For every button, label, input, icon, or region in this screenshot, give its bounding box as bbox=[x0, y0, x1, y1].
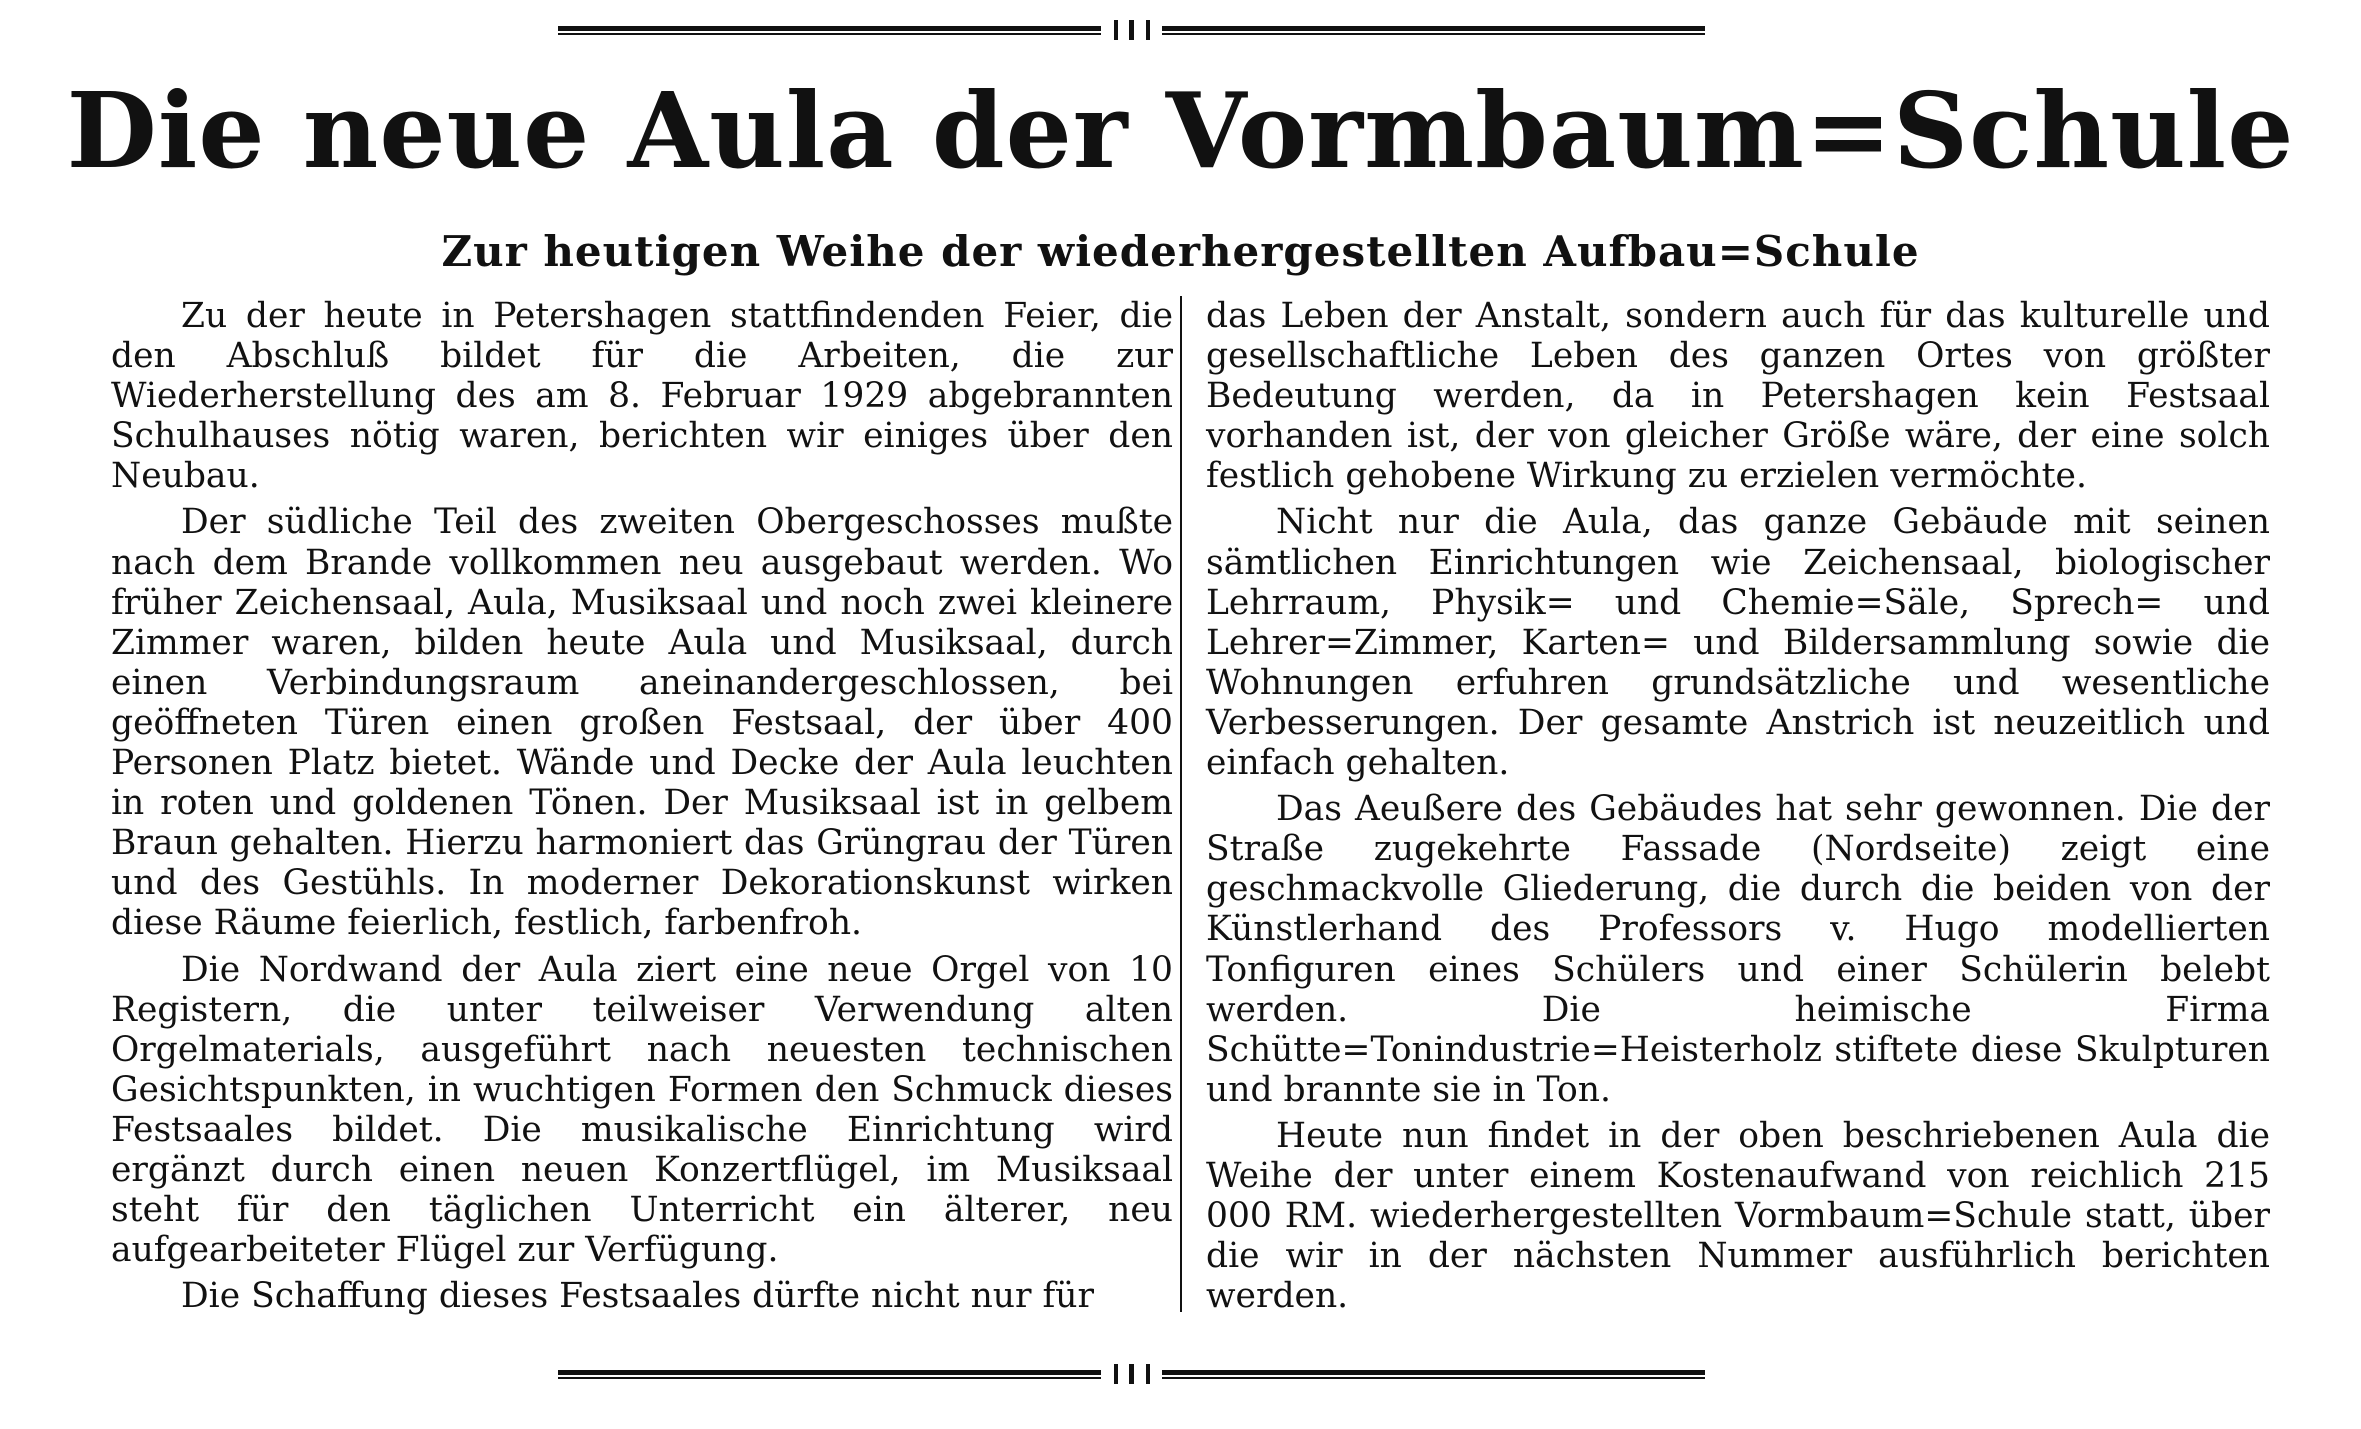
paragraph: Der südliche Teil des zweiten Obergeschosses mußte nach dem Brande vollkommen neu ausgebaut werden. Wo früher Zeichensaal, Aula, Musiksaal und noch zwei kleinere Zimmer waren, bilden heute Aula und Musiksaal, durch einen Verbindungsraum aneinandergeschlossen, bei geöffneten Türen einen großen Festsaal, der über 400 Personen Platz bietet. Wände und Decke der Aula leuchten in roten und goldenen Tönen. Der Musiksaal ist in gelbem Braun gehalten. Hierzu harmoniert das Grüngrau der Türen und des Gestühls. In moderner Dekorationskunst wirken diese Räume feierlich, festlich, farbenfroh. bbox=[111, 502, 1173, 944]
article-subheadline: Zur heutigen Weihe der wiederhergestellten Aufbau=Schule bbox=[441, 227, 1920, 276]
paragraph: das Leben der Anstalt, sondern auch für das kulturelle und gesellschaftliche Leben des ganzen Ortes von größter Bedeutung werden, da in Petershagen kein Festsaal vorhanden ist, der von gleicher Größe wäre, der eine solch festlich gehobene Wirkung zu erzielen vermöchte. bbox=[1206, 296, 2270, 497]
paragraph: Heute nun findet in der oben beschriebenen Aula die Weihe der unter einem Kostenaufwand von reichlich 215 000 RM. wiederhergestellten Vormbaum=Schule statt, über die wir in der nächsten Nummer ausführlich berichten werden. bbox=[1206, 1115, 2270, 1317]
paragraph: Zu der heute in Petershagen stattfindenden Feier, die den Abschluß bildet für die Arbeiten, die zur Wiederherstellung des am 8. Februar 1929 abgebrannten Schulhauses nötig waren, berichten wir einiges über den Neubau. bbox=[111, 296, 1173, 497]
bottom-ornamental-rule bbox=[558, 1366, 1705, 1382]
article-column-left bbox=[111, 296, 1173, 1316]
rule-ornament bbox=[1114, 1364, 1150, 1384]
paragraph: Die Schaffung dieses Festsaales dürfte nicht nur für bbox=[181, 1276, 1094, 1317]
top-ornamental-rule bbox=[558, 22, 1705, 38]
rule-ornament bbox=[1114, 20, 1150, 40]
paragraph: Nicht nur die Aula, das ganze Gebäude mit seinen sämtlichen Einrichtungen wie Zeichensaal, biologischer Lehrraum, Physik= und Chemie=Säle, Sprech= und Lehrer=Zimmer, Karten= und Bildersammlung sowie die Wohnungen erfuhren grundsätzliche und wesentliche Verbesserungen. Der gesamte Anstrich ist neuzeitlich und einfach gehalten. bbox=[1206, 502, 2270, 784]
paragraph: Die Nordwand der Aula ziert eine neue Orgel von 10 Registern, die unter teilweiser Verwendung alten Orgelmaterials, ausgeführt nach neuesten technischen Gesichtspunkten, in wuchtigen Formen den Schmuck dieses Festsaales bildet. Die musikalische Einrichtung wird ergänzt durch einen neuen Konzertflügel, im Musiksaal steht für den täglichen Unterricht ein älterer, neu aufgearbeiteter Flügel zur Verfügung. bbox=[111, 949, 1173, 1271]
column-divider bbox=[1180, 296, 1182, 1312]
article-column-right bbox=[1206, 296, 2270, 1316]
paragraph: Das Aeußere des Gebäudes hat sehr gewonnen. Die der Straße zugekehrte Fassade (Nordseite) zeigt eine geschmackvolle Gliederung, die durch die beiden von der Künstlerhand des Professors v. Hugo modellierten Tonfiguren eines Schülers und einer Schülerin belebt werden. Die heimische Firma Schütte=Tonindustrie=Heisterholz stiftete diese Skulpturen und brannte sie in Ton. bbox=[1206, 789, 2270, 1110]
article-headline: Die neue Aula der Vormbaum=Schule bbox=[66, 69, 2295, 192]
